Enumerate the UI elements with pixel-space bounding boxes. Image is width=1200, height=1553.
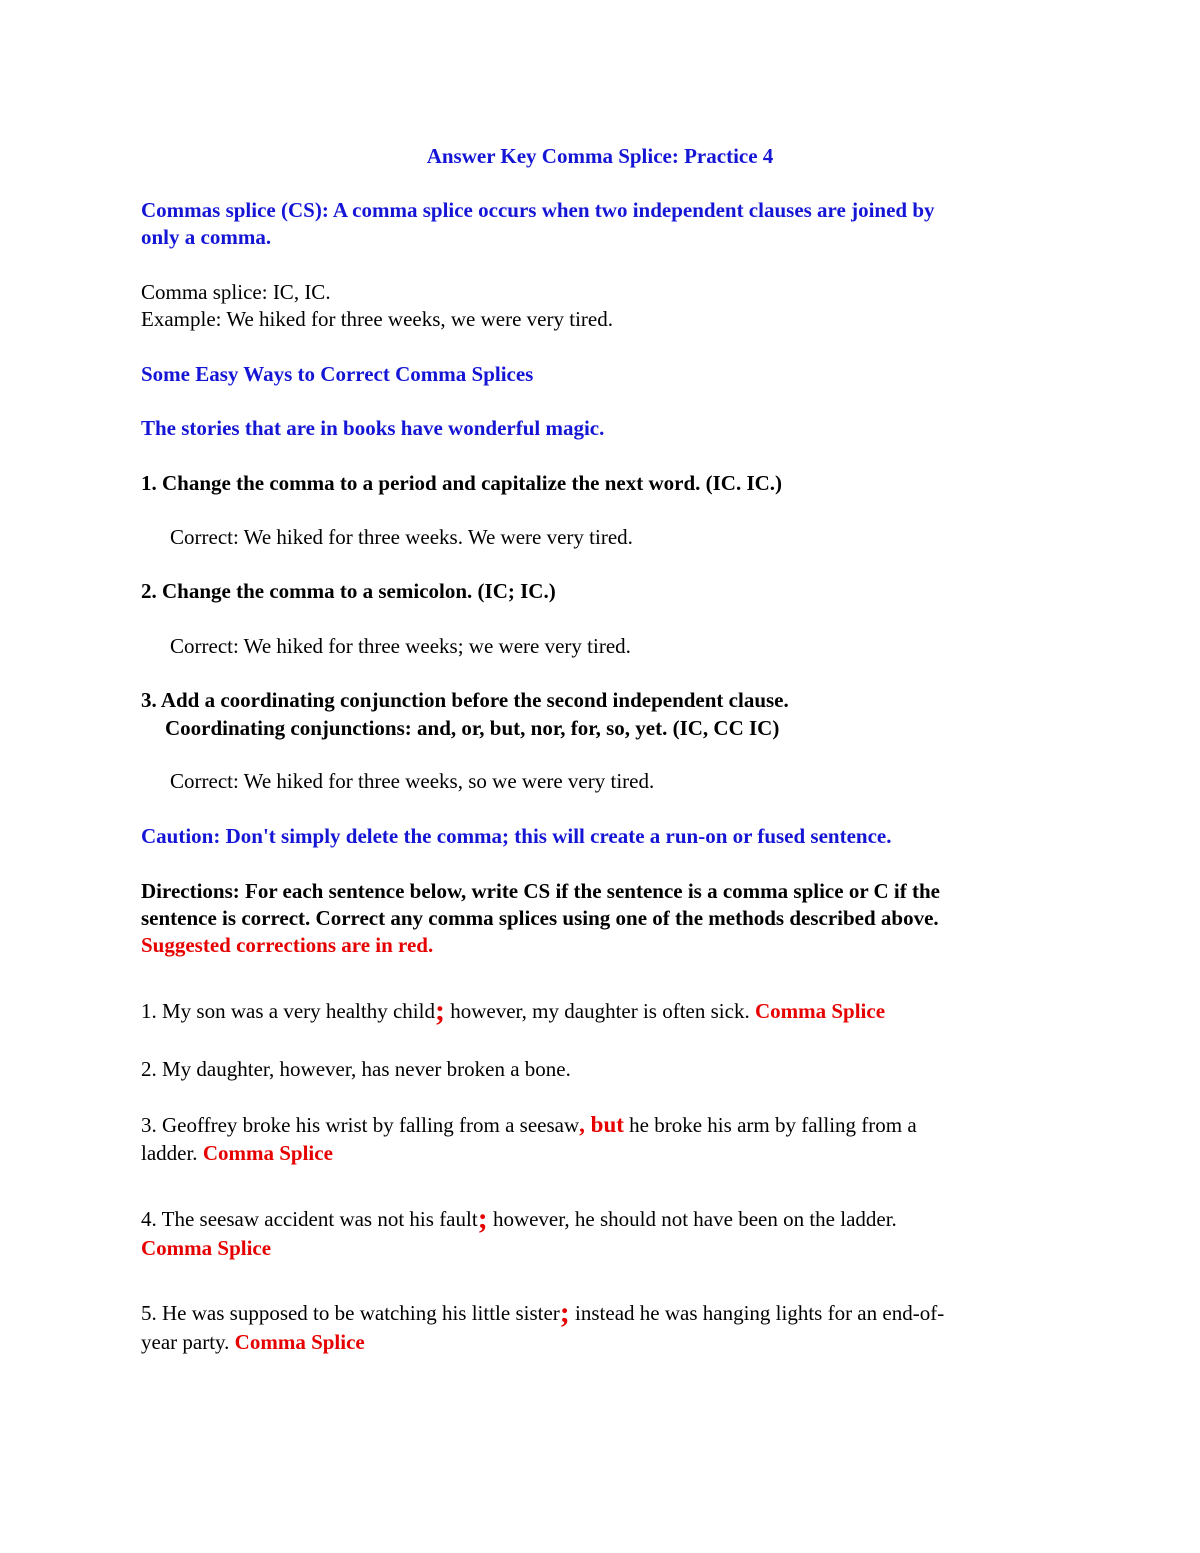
item-2-text: 2. My daughter, however, has never broken a bone. xyxy=(141,1057,571,1081)
item-4-correction: ; xyxy=(477,1202,488,1235)
caution-line: Caution: Don't simply delete the comma; this will create a run-on or fused sentence. xyxy=(141,824,892,848)
ways-heading: Some Easy Ways to Correct Comma Splices xyxy=(141,362,534,386)
list-item xyxy=(141,1202,897,1235)
list-item-continuation xyxy=(141,1139,333,1167)
method-3-rule-line-2: Coordinating conjunctions: and, or, but, nor, for, so, yet. (IC, CC IC) xyxy=(165,716,780,740)
method-2-correct: Correct: We hiked for three weeks; we were very tired. xyxy=(170,634,631,658)
item-1-correction: ; xyxy=(434,994,445,1027)
definition-line-1: Commas splice (CS): A comma splice occurs when two independent clauses are joined by xyxy=(141,198,935,222)
list-item xyxy=(141,1111,917,1139)
item-3-text-line-2: ladder. xyxy=(141,1141,203,1165)
magic-line: The stories that are in books have wonderful magic. xyxy=(141,416,605,440)
item-3-answer-label: Comma Splice xyxy=(202,1141,333,1165)
item-5-text: 5. He was supposed to be watching his little sister xyxy=(141,1301,560,1325)
list-item xyxy=(141,994,886,1027)
method-3-rule: 3. Add a coordinating conjunction before the second independent clause. xyxy=(141,688,789,712)
definition-line-2: only a comma. xyxy=(141,225,272,249)
pattern-line: Comma splice: IC, IC. xyxy=(141,280,331,304)
directions-line-3: Suggested corrections are in red. xyxy=(141,933,434,957)
item-4-text: 4. The seesaw accident was not his fault xyxy=(141,1207,478,1231)
item-5-correction: ; xyxy=(559,1296,570,1329)
item-5-answer-label: Comma Splice xyxy=(234,1330,365,1354)
method-3-correct: Correct: We hiked for three weeks, so we were very tired. xyxy=(170,769,655,793)
item-5-text-after: instead he was hanging lights for an end-of- xyxy=(569,1301,945,1325)
item-1-answer-label: Comma Splice xyxy=(754,999,886,1023)
item-5-text-line-2: year party. xyxy=(141,1330,235,1354)
method-1-rule: 1. Change the comma to a period and capitalize the next word. (IC. IC.) xyxy=(141,471,783,495)
item-4-answer-label: Comma Splice xyxy=(141,1236,272,1260)
list-item xyxy=(141,1296,945,1329)
directions-line-1: Directions: For each sentence below, write CS if the sentence is a comma splice or C if the xyxy=(141,879,941,903)
list-item-continuation xyxy=(141,1328,365,1356)
page-title: Answer Key Comma Splice: Practice 4 xyxy=(426,144,774,168)
list-item xyxy=(141,1055,571,1083)
item-3-text: 3. Geoffrey broke his wrist by falling from a seesaw xyxy=(141,1113,580,1137)
method-1-correct: Correct: We hiked for three weeks. We were very tired. xyxy=(170,525,633,549)
item-3-text-after: he broke his arm by falling from a xyxy=(623,1113,917,1137)
item-3-correction: , but xyxy=(579,1112,624,1137)
item-1-text: 1. My son was a very healthy child xyxy=(141,999,435,1023)
item-1-text-after: however, my daughter is often sick. xyxy=(444,999,755,1023)
method-2-rule: 2. Change the comma to a semicolon. (IC; IC.) xyxy=(141,579,556,603)
item-4-text-after: however, he should not have been on the ladder. xyxy=(487,1207,897,1231)
directions-line-2: sentence is correct. Correct any comma splices using one of the methods described above. xyxy=(141,906,939,930)
example-line: Example: We hiked for three weeks, we were very tired. xyxy=(141,307,613,331)
